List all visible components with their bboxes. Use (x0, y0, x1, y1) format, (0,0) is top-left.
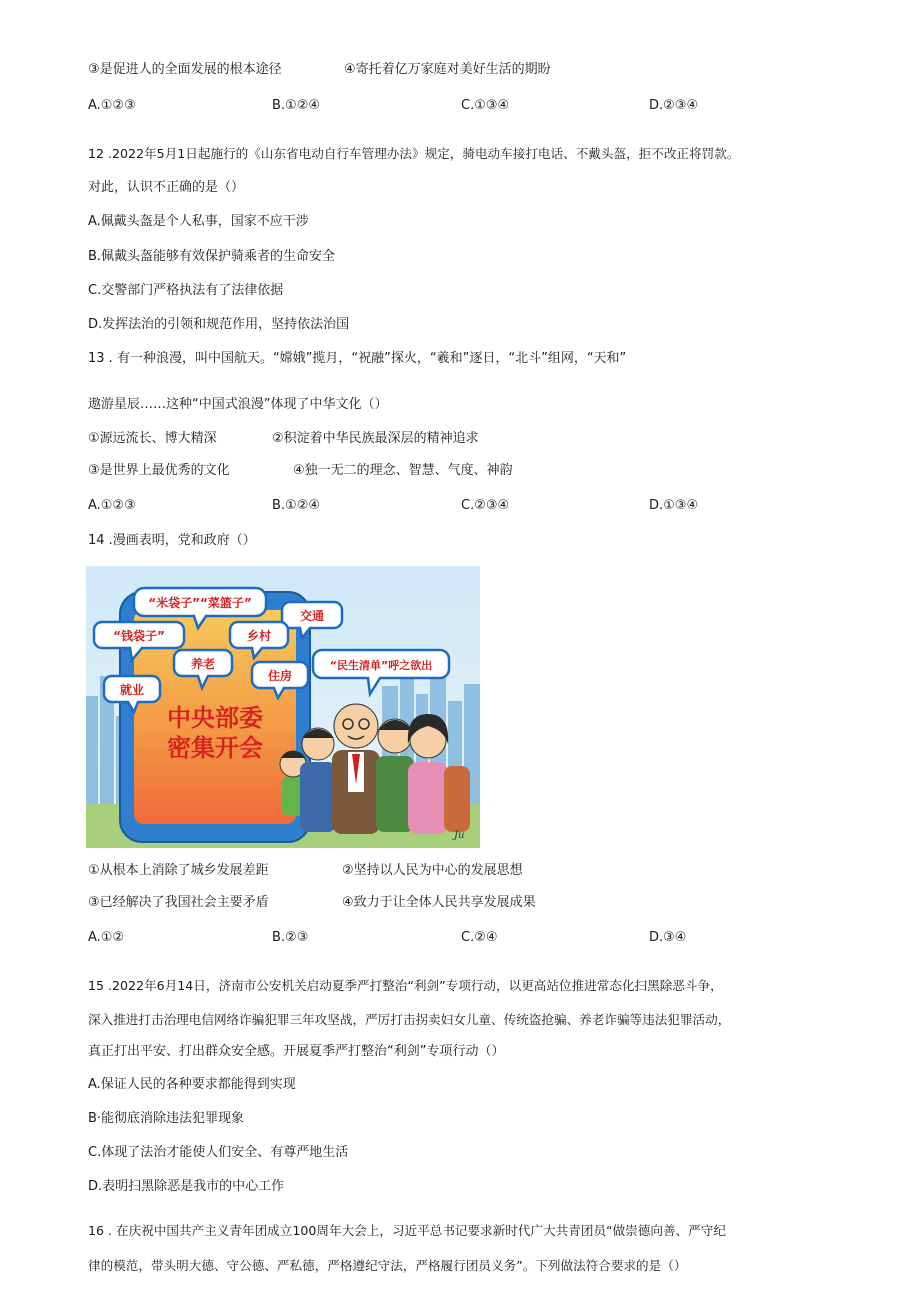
svg-text:交通: 交通 (299, 609, 325, 623)
q11-statement-3: ③是促进人的全面发展的根本途径 (88, 62, 282, 77)
q13-statement-2: ②积淀着中华民族最深层的精神追求 (272, 431, 479, 446)
svg-text:乡村: 乡村 (246, 629, 272, 643)
q12-stem-line-1: 12 .2022年5月1日起施行的《山东省电动自行车管理办法》规定，骑电动车接打电话、不戴头盔，拒不改正将罚款。 (88, 146, 740, 161)
q16-stem-line-2: 律的模范，带头明大德、守公德、严私德，严格遵纪守法，严格履行团员义务”。下列做法符合要求的是（） (88, 1258, 687, 1273)
q13-statements-1 (88, 430, 479, 448)
q12-option-a[interactable]: A.佩戴头盔是个人私事，国家不应干涉 (88, 214, 309, 229)
q14-statements-1 (88, 862, 523, 880)
svg-text:养老: 养老 (190, 657, 216, 671)
q12-option-d[interactable]: D.发挥法治的引领和规范作用，坚持依法治国 (88, 317, 350, 332)
svg-text:“民生清单”呼之欲出: “民生清单”呼之欲出 (329, 659, 433, 672)
svg-text:就业: 就业 (119, 683, 145, 697)
q13-option-b[interactable]: B.①②④ (272, 498, 321, 513)
q13-statements-2 (88, 462, 513, 480)
q14-statement-2: ②坚持以人民为中心的发展思想 (342, 863, 523, 878)
q14-option-a[interactable]: A.①② (88, 930, 125, 945)
q14-option-b[interactable]: B.②③ (272, 930, 309, 945)
q13-statement-4: ④独一无二的理念、智慧、气度、神韵 (293, 463, 513, 478)
q15-option-b[interactable]: B·能彻底消除违法犯罪现象 (88, 1111, 245, 1126)
q14-statement-1: ①从根本上消除了城乡发展差距 (88, 863, 269, 878)
q14-option-d[interactable]: D.③④ (649, 930, 687, 945)
q16-stem-line-1: 16 . 在庆祝中国共产主义青年团成立100周年大会上，习近平总书记要求新时代广大共青团员“做崇德向善、严守纪 (88, 1223, 726, 1238)
q11-option-d[interactable]: D.②③④ (649, 98, 699, 113)
q13-option-d[interactable]: D.①③④ (649, 498, 699, 513)
q15-stem-line-2: 深入推进打击治理电信网络诈骗犯罪三年攻坚战，严厉打击拐卖妇女儿童、传统盗抢骗、养老诈骗等违法犯罪活动， (88, 1012, 731, 1027)
q15-option-a[interactable]: A.保证人民的各种要求都能得到实现 (88, 1077, 296, 1092)
q12-option-c[interactable]: C.交警部门严格执法有了法律依据 (88, 283, 284, 298)
q12-stem-line-2: 对此，认识不正确的是（） (88, 180, 245, 195)
q13-stem-line-2: 遨游星辰……这种“中国式浪漫”体现了中华文化（） (88, 397, 388, 412)
q13-stem-line-1: 13 . 有一种浪漫，叫中国航天。“嫦娥”揽月，“祝融”探火，“羲和”逐日，“北斗”组网，“天和” (88, 351, 627, 366)
q13-statement-1: ①源远流长、博大精深 (88, 431, 217, 446)
q13-option-c[interactable]: C.②③④ (461, 498, 510, 513)
q13-statement-3: ③是世界上最优秀的文化 (88, 463, 230, 478)
cartoon-screen-title-1: 中央部委 (167, 704, 263, 732)
q11-option-c[interactable]: C.①③④ (461, 98, 510, 113)
svg-text:“米袋子”“菜篮子”: “米袋子”“菜篮子” (148, 596, 252, 610)
q15-option-c[interactable]: C.体现了法治才能使人们安全、有尊严地生活 (88, 1145, 349, 1160)
cartoon-screen-title-2: 密集开会 (167, 734, 263, 762)
q11-option-b[interactable]: B.①②④ (272, 98, 321, 113)
q15-option-d[interactable]: D.表明扫黑除恶是我市的中心工作 (88, 1179, 285, 1194)
cartoon-signature: Ju (454, 830, 465, 841)
q11-statement-4: ④寄托着亿万家庭对美好生活的期盼 (344, 62, 551, 77)
svg-text:“钱袋子”: “钱袋子” (113, 629, 165, 643)
q14-statements-2 (88, 894, 536, 912)
q14-option-c[interactable]: C.②④ (461, 930, 498, 945)
q15-stem-line-1: 15 .2022年6月14日，济南市公安机关启动夏季严打整治“利剑”专项行动，以更高站位推进常态化扫黑除恶斗争， (88, 978, 723, 993)
q14-statement-4: ④致力于让全体人民共享发展成果 (342, 895, 536, 910)
q15-stem-line-3: 真正打出平安、打出群众安全感。开展夏季严打整治“利剑”专项行动（） (88, 1044, 505, 1059)
q14-cartoon-image (86, 566, 480, 848)
svg-text:住房: 住房 (267, 669, 293, 683)
q14-statement-3: ③已经解决了我国社会主要矛盾 (88, 895, 269, 910)
q13-option-a[interactable]: A.①②③ (88, 498, 136, 513)
q12-option-b[interactable]: B.佩戴头盔能够有效保护骑乘者的生命安全 (88, 249, 336, 264)
q11-option-a[interactable]: A.①②③ (88, 98, 136, 113)
q11-statements (88, 61, 551, 79)
q14-stem: 14 .漫画表明，党和政府（） (88, 533, 256, 548)
